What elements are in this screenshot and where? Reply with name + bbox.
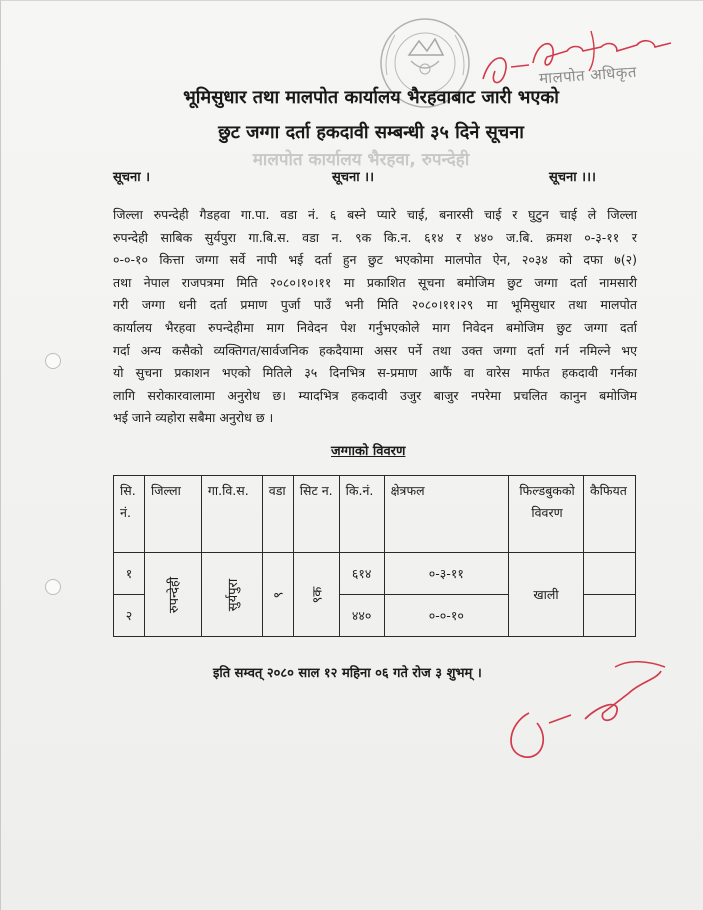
cell-vdc [201, 553, 262, 637]
notice-label-1: सूचना । [113, 170, 151, 185]
body-line: कार्यालय भैरहवा रुपन्देहीमा माग निवेदन पेश गर्नुभएकोले माग निवेदन बमोजिम छुट जग्गा दर्ता [113, 319, 637, 335]
cell-sn: २ [114, 595, 145, 637]
body-line: गरी जग्गा धनी दर्ता प्रमाण पुर्जा पाउँ भनी मिति २०८०।११।२९ मा भूमिसुधार तथा मालपोत [113, 297, 637, 313]
cell-sheet [293, 553, 339, 637]
punch-hole [45, 353, 61, 369]
sheet-value: ९क [310, 586, 326, 603]
header-sheet: सिट न. [293, 476, 339, 553]
notice-body [113, 204, 637, 430]
officer-stamp-text: मालपोत अधिकृत [538, 62, 638, 88]
cell-remarks [583, 595, 635, 637]
cell-kitta: ६१४ [339, 553, 384, 595]
header-remarks: कैफियत [583, 476, 635, 553]
body-line: तथा नेपाल राजपत्रमा मिति २०८०।१०।११ मा प्रकाशित सूचना बमोजिम छुट जग्गा दर्ता नामसारी [113, 274, 637, 290]
header-vdc: गा.वि.स. [201, 476, 262, 553]
cell-area: ०-०-१० [384, 595, 508, 637]
punch-hole [45, 579, 61, 595]
body-line: रुपन्देही साबिक सुर्यपुरा गा.बि.स. वडा न. ९क कि.न. ६१४ र ४४० ज.बि. क्रमश ०-३-११ र [113, 229, 637, 245]
table-header-row [114, 476, 636, 553]
signature-bottom [489, 653, 669, 763]
table-caption: जग्गाको विवरण [331, 444, 406, 459]
cell-fieldbook: खाली [509, 553, 584, 637]
header-fieldbook: फिल्डबुकको विवरण [509, 476, 584, 553]
header-sn: सि. नं. [114, 476, 145, 553]
closing-date-line: इति सम्वत् २०८० साल १२ महिना ०६ गते रोज ३ शुभम् । [213, 666, 482, 681]
body-line: भई जाने व्यहोरा सबैमा अनुरोध छ । [113, 410, 274, 426]
header-kitta: कि.नं. [339, 476, 384, 553]
body-line: लागि सरोकारवालामा अनुरोध छ। म्यादभित्र हकदावी उजुर बाजुर नपरेमा प्रचलित कानुन बमोजिम [113, 387, 637, 403]
header-district: जिल्ला [144, 476, 201, 553]
page-title-line2: छुट जग्गा दर्ता हकदावी सम्बन्धी ३५ दिने सूचना [218, 122, 524, 143]
header-area: क्षेत्रफल [384, 476, 508, 553]
cell-remarks [583, 553, 635, 595]
vdc-value: सुर्यपुरा [225, 578, 241, 611]
body-line: यो सुचना प्रकाशन भएको मितिले ३५ दिनभित्र स-प्रमाण आफैं वा वारेस मार्फत हकदावी गर्नका [113, 365, 637, 381]
district-value: रुपन्देही [166, 576, 182, 613]
body-line: गर्दा अन्य कसैको व्यक्तिगत/सार्वजनिक हकदैयामा असर पर्ने तथा उक्त जग्गा दर्ता गर्न नमिल्ने भए [113, 342, 637, 358]
notice-label-3: सूचना ।।। [549, 170, 596, 185]
header-ward: वडा [262, 476, 293, 553]
bleed-through-text: मालपोत कार्यालय भैरहवा, रुपन्देही [252, 150, 470, 170]
land-details-table [113, 475, 636, 637]
table-row [114, 553, 636, 595]
page-title-line1: भूमिसुधार तथा मालपोत कार्यालय भैरहवाबाट जारी भएको [183, 87, 559, 108]
notice-label-2: सूचना ।। [332, 170, 375, 185]
ward-value: ९ [271, 591, 287, 598]
cell-sn: १ [114, 553, 145, 595]
cell-district [144, 553, 201, 637]
cell-kitta: ४४० [339, 595, 384, 637]
cell-area: ०-३-११ [384, 553, 508, 595]
body-line: ०-०-१० कित्ता जग्गा सर्वे नापी भई दर्ता हुन छुट भएकोमा मालपोत ऐन, २०३४ को दफा ७(२) [113, 252, 637, 268]
body-line: जिल्ला रुपन्देही गैडहवा गा.पा. वडा नं. ६ बस्ने प्यारे चाई, बनारसी चाई र घुटुन चाई ले जिल्ला [113, 207, 637, 222]
cell-ward [262, 553, 293, 637]
